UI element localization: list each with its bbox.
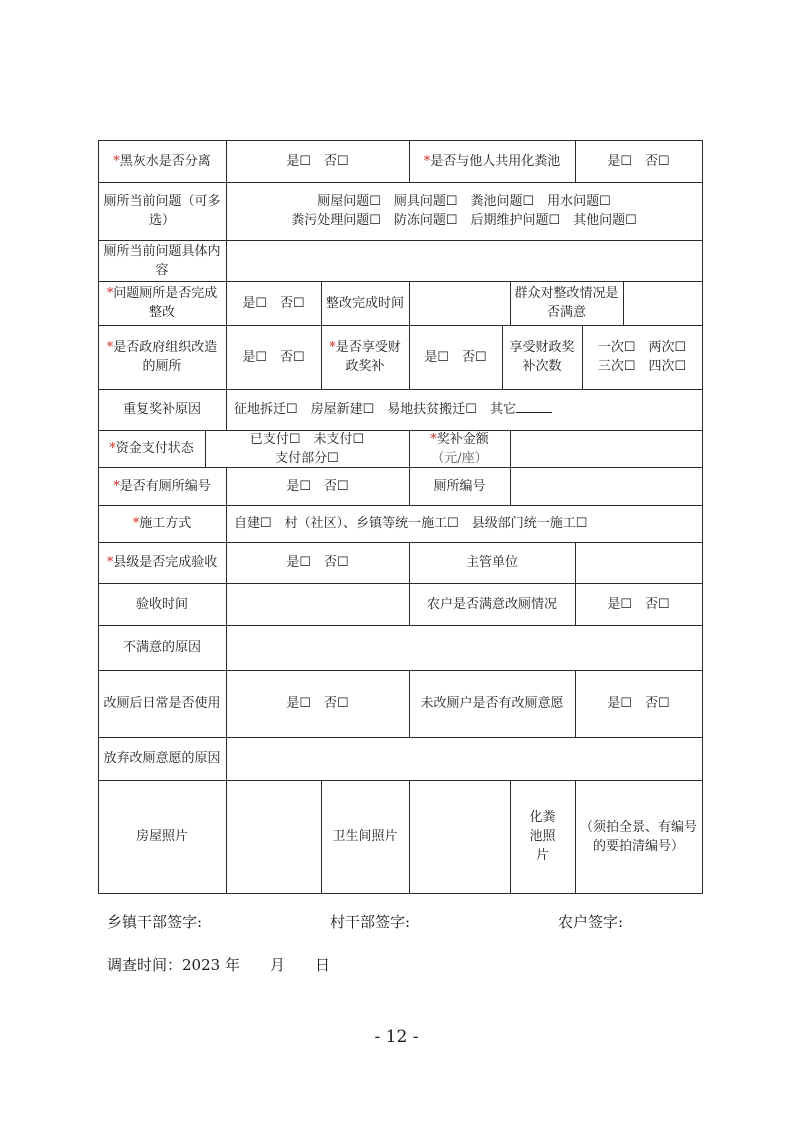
other-underline[interactable]	[516, 400, 552, 413]
required-mark: *	[106, 340, 114, 355]
label-payment-status: *资金支付状态	[109, 441, 194, 456]
label-construction-method: *施工方式	[132, 516, 192, 531]
required-mark: *	[113, 153, 120, 169]
label-abandon-reason: 放弃改厕意愿的原因	[103, 751, 221, 766]
label-subsidy-count: 享受财政奖补次数	[509, 340, 575, 374]
required-mark: *	[430, 431, 437, 447]
label-renovation-willingness: 未改厕户是否有改厕意愿	[420, 696, 564, 711]
label-fiscal-subsidy: *是否享受财政奖补	[329, 340, 401, 374]
required-mark: *	[109, 441, 116, 456]
label-has-toilet-number: *是否有厕所编号	[113, 478, 211, 494]
label-bathroom-photo: 卫生间照片	[332, 829, 398, 844]
checkbox-payment-status[interactable]: 已支付☐ 未支付☐ 支付部分☐	[249, 431, 365, 466]
checkbox-shared-septic-tank[interactable]: 是☐ 否☐	[607, 153, 670, 169]
label-rectification-completed: *问题厕所是否完成整改	[106, 286, 218, 320]
label-daily-use: 改厕后日常是否使用	[103, 696, 221, 711]
label-subsidy-amount: *奖补金额 （元/座）	[430, 431, 489, 466]
checkbox-has-toilet-number[interactable]: 是☐ 否☐	[286, 478, 349, 494]
checkbox-subsidy-count[interactable]: 一次☐ 两次☐ 三次☐ 四次☐	[597, 340, 687, 374]
field-subsidy-amount[interactable]	[510, 430, 702, 467]
required-mark: *	[106, 555, 114, 570]
village-official-signature-label: 村干部签字:	[330, 913, 411, 931]
checkbox-repeat-subsidy-reason[interactable]: 征地拆迁☐ 房屋新建☐ 易地扶贫搬迁☐ 其它	[226, 389, 702, 430]
label-problem-details: 厕所当前问题具体内容	[103, 243, 221, 278]
farmer-signature-label: 农户签字:	[558, 913, 624, 931]
field-rectification-time[interactable]	[409, 281, 510, 325]
label-acceptance-time: 验收时间	[135, 596, 188, 612]
required-mark: *	[113, 478, 120, 494]
field-abandon-reason[interactable]	[226, 737, 702, 780]
page-number: - 12 -	[374, 1027, 419, 1047]
field-toilet-number[interactable]	[510, 467, 702, 505]
label-government-organized: *是否政府组织改造的厕所	[106, 340, 218, 374]
label-dissatisfaction-reason: 不满意的原因	[122, 640, 201, 655]
label-supervising-unit: 主管单位	[465, 555, 518, 570]
checkbox-construction-method[interactable]: 自建☐ 村（社区）、乡镇等统一施工☐ 县级部门统一施工☐	[234, 516, 588, 531]
label-shared-septic-tank: *是否与他人共用化粪池	[423, 153, 561, 169]
checkbox-daily-use[interactable]: 是☐ 否☐	[286, 696, 349, 711]
checkbox-government-organized[interactable]: 是☐ 否☐	[242, 349, 305, 365]
required-mark: *	[132, 516, 140, 531]
checkbox-rectification-completed[interactable]: 是☐ 否☐	[242, 295, 305, 311]
field-problem-details[interactable]	[226, 240, 702, 281]
label-toilet-number: 厕所编号	[433, 478, 486, 494]
photo-instruction-note: （须拍全景、有编号的要拍清编号）	[579, 819, 697, 854]
checkbox-renovation-willingness[interactable]: 是☐ 否☐	[607, 696, 670, 711]
checkbox-county-acceptance[interactable]: 是☐ 否☐	[286, 555, 349, 570]
checkbox-farmer-satisfaction[interactable]: 是☐ 否☐	[607, 596, 670, 612]
field-public-satisfaction[interactable]	[623, 281, 702, 325]
checkbox-fiscal-subsidy[interactable]: 是☐ 否☐	[424, 349, 487, 365]
label-grey-black-water-separation: *黑灰水是否分离	[113, 153, 211, 169]
field-dissatisfaction-reason[interactable]	[226, 625, 702, 670]
label-house-photo: 房屋照片	[135, 829, 188, 844]
photo-slot-house[interactable]	[226, 780, 321, 893]
label-public-satisfaction: 群众对整改情况是否满意	[514, 286, 619, 320]
town-official-signature-label: 乡镇干部签字:	[107, 913, 203, 931]
photo-slot-bathroom[interactable]	[409, 780, 510, 893]
field-acceptance-time[interactable]	[226, 583, 409, 625]
label-rectification-time: 整改完成时间	[325, 295, 404, 311]
checkbox-group-current-problems[interactable]: 厕屋问题☐ 厕具问题☐ 粪池问题☐ 用水问题☐ 粪污处理问题☐ 防冻问题☐ 后期维护问题☐ 其他问题☐	[291, 194, 637, 228]
label-repeat-subsidy-reason: 重复奖补原因	[122, 402, 201, 417]
required-mark: *	[106, 286, 114, 301]
required-mark: *	[329, 340, 336, 355]
survey-time: 调查时间：2023 年 月 日	[107, 956, 330, 974]
field-supervising-unit[interactable]	[575, 542, 702, 583]
label-current-toilet-problems: 厕所当前问题（可多选）	[103, 194, 221, 228]
label-county-acceptance: *县级是否完成验收	[106, 555, 218, 570]
label-septic-tank-photo: 化粪池照片	[529, 810, 556, 863]
label-farmer-satisfaction: 农户是否满意改厕情况	[426, 596, 557, 612]
checkbox-grey-black-water-separation[interactable]: 是☐ 否☐	[286, 153, 349, 169]
required-mark: *	[423, 153, 431, 169]
